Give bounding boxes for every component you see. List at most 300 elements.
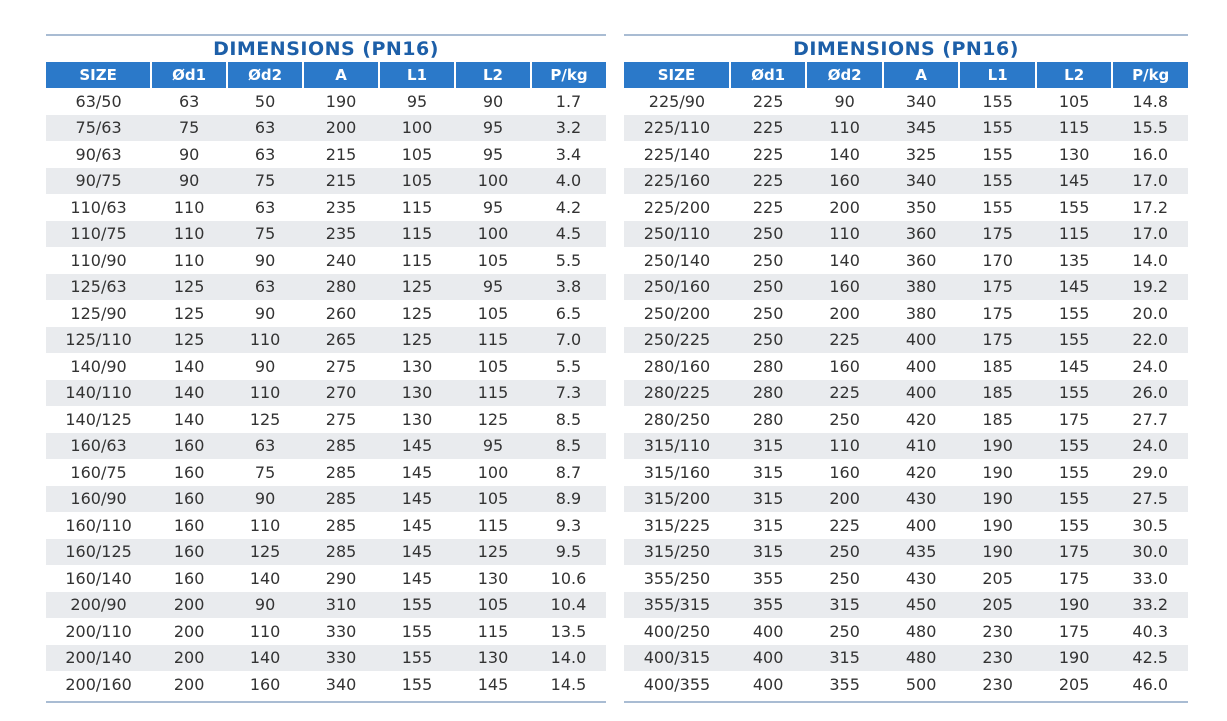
table-row [46,433,606,460]
cell-l2: 100 [455,168,531,195]
cell-od2: 125 [249,409,281,429]
header-a: A [883,62,960,88]
cell-a: 285 [303,433,379,460]
cell-size: 200/110 [65,621,132,641]
cell-od2: 250 [806,539,883,566]
cell-pkg: 7.0 [531,327,606,354]
cell-od2: 225 [806,327,883,354]
cell-pkg: 20.0 [1132,303,1169,323]
cell-l2: 105 [477,250,509,270]
cell-od1: 200 [173,621,205,641]
cell-od1: 355 [752,568,784,588]
cell-l1: 145 [379,539,455,566]
cell-l2: 155 [1036,433,1113,460]
header-od1: Ød1 [151,62,227,88]
cell-pkg: 19.2 [1112,274,1188,301]
cell-l2: 125 [455,539,531,566]
header-od2: Ød2 [227,62,303,88]
cell-size: 315/110 [624,433,730,460]
cell-l2: 175 [1058,409,1090,429]
table-row [46,274,606,301]
cell-od1: 160 [151,433,227,460]
cell-l1: 190 [959,539,1036,566]
cell-od1: 160 [151,486,227,513]
cell-size: 160/140 [65,568,132,588]
cell-size: 160/75 [70,462,127,482]
cell-l1: 125 [379,327,455,354]
cell-size: 250/160 [624,274,730,301]
header-od1: Ød1 [730,62,807,88]
table-row [624,194,1188,221]
cell-pkg: 9.3 [555,515,582,535]
cell-od2: 110 [249,515,281,535]
cell-a: 400 [905,356,937,376]
table-row [624,141,1188,168]
cell-size: 315/160 [643,462,711,482]
cell-od2: 110 [806,433,883,460]
cell-pkg: 29.0 [1132,462,1169,482]
table-title: DIMENSIONS (PN16) [46,34,606,62]
cell-pkg: 14.5 [550,674,587,694]
cell-l1: 145 [379,486,455,513]
cell-l2: 190 [1036,592,1113,619]
cell-od2: 250 [829,568,860,588]
cell-size: 315/200 [624,486,730,513]
cell-l2: 155 [1058,303,1090,323]
cell-od1: 250 [752,250,784,270]
cell-a: 360 [883,221,960,248]
cell-size: 355/315 [624,592,730,619]
cell-l1: 155 [982,144,1013,164]
cell-pkg: 15.5 [1112,115,1188,142]
cell-a: 380 [883,274,960,301]
table-row [46,459,606,486]
cell-od2: 200 [806,486,883,513]
cell-pkg: 10.6 [550,568,587,588]
cell-l1: 230 [959,645,1036,672]
table-row [624,459,1188,486]
table-title: DIMENSIONS (PN16) [624,34,1188,62]
cell-od1: 160 [173,515,205,535]
cell-l2: 125 [477,409,509,429]
cell-a: 430 [883,486,960,513]
table-row [624,512,1188,539]
cell-l2: 205 [1058,674,1090,694]
cell-od2: 225 [829,515,860,535]
cell-od1: 63 [178,91,200,111]
cell-od2: 250 [829,409,860,429]
cell-l1: 145 [401,462,433,482]
cell-a: 290 [325,568,357,588]
dimensions-table-left [46,34,606,703]
table-header [624,62,1188,88]
cell-pkg: 27.5 [1112,486,1188,513]
cell-od1: 315 [752,515,784,535]
cell-size: 140/125 [65,409,132,429]
cell-l2: 100 [477,462,509,482]
cell-pkg: 22.0 [1112,327,1188,354]
table-row [46,221,606,248]
cell-a: 430 [905,568,937,588]
cell-a: 235 [325,197,357,217]
cell-pkg: 9.5 [531,539,606,566]
cell-size: 110/90 [70,250,127,270]
cell-a: 270 [303,380,379,407]
cell-l2: 90 [482,91,504,111]
cell-l2: 175 [1036,539,1113,566]
header-l2: L2 [1036,62,1113,88]
table-row [624,406,1188,433]
cell-pkg: 3.2 [531,115,606,142]
cell-pkg: 3.8 [531,274,606,301]
cell-l1: 155 [982,197,1013,217]
cell-od1: 160 [173,568,205,588]
cell-l2: 130 [477,568,509,588]
cell-l1: 115 [401,250,433,270]
cell-a: 265 [303,327,379,354]
cell-l1: 175 [959,274,1036,301]
cell-a: 330 [303,645,379,672]
cell-size: 125/63 [46,274,151,301]
cell-l2: 190 [1036,645,1113,672]
cell-od1: 200 [151,645,227,672]
cell-a: 345 [883,115,960,142]
table-row [46,168,606,195]
cell-l1: 95 [406,91,428,111]
cell-size: 225/140 [643,144,711,164]
cell-od1: 125 [151,274,227,301]
cell-l2: 155 [1058,462,1090,482]
cell-l2: 145 [1036,274,1113,301]
cell-pkg: 8.5 [531,433,606,460]
cell-od2: 355 [829,674,860,694]
cell-a: 360 [905,250,937,270]
cell-pkg: 4.5 [531,221,606,248]
cell-od2: 200 [829,303,860,323]
table-row [624,565,1188,592]
cell-od1: 160 [151,539,227,566]
cell-pkg: 17.2 [1132,197,1169,217]
cell-size: 225/110 [624,115,730,142]
cell-l2: 175 [1058,568,1090,588]
cell-l1: 145 [401,568,433,588]
cell-l1: 105 [401,144,433,164]
dimensions-table [624,62,1188,698]
header-pkg: P/kg [1112,62,1188,88]
cell-pkg: 30.0 [1112,539,1188,566]
header-l1: L1 [379,62,455,88]
table-row [624,300,1188,327]
cell-a: 480 [905,621,937,641]
cell-pkg: 16.0 [1132,144,1169,164]
cell-a: 285 [303,539,379,566]
cell-l1: 230 [982,674,1013,694]
cell-a: 450 [883,592,960,619]
cell-l1: 125 [401,303,433,323]
table-row [624,327,1188,354]
header-size: SIZE [624,62,730,88]
cell-a: 275 [325,356,357,376]
cell-l1: 115 [379,221,455,248]
cell-l1: 205 [982,568,1013,588]
cell-od1: 355 [730,592,807,619]
cell-l2: 95 [455,115,531,142]
table-row [624,88,1188,115]
cell-pkg: 27.7 [1132,409,1169,429]
table-row [46,327,606,354]
cell-od2: 160 [806,168,883,195]
cell-a: 260 [325,303,357,323]
cell-l1: 155 [959,115,1036,142]
header-a: A [303,62,379,88]
cell-od1: 400 [752,621,784,641]
cell-a: 435 [883,539,960,566]
cell-l1: 190 [959,433,1036,460]
cell-a: 285 [325,515,357,535]
cell-od1: 250 [752,303,784,323]
cell-size: 280/250 [643,409,711,429]
cell-od2: 90 [254,356,276,376]
cell-od1: 400 [730,645,807,672]
table-row [46,486,606,513]
cell-od1: 280 [752,409,784,429]
table-body [46,88,606,698]
cell-a: 330 [325,621,357,641]
cell-od1: 225 [730,168,807,195]
cell-od1: 225 [752,91,784,111]
cell-od1: 225 [752,144,784,164]
cell-l2: 105 [1058,91,1090,111]
cell-l1: 100 [379,115,455,142]
cell-pkg: 24.0 [1132,356,1169,376]
cell-l2: 175 [1058,621,1090,641]
cell-od1: 225 [730,115,807,142]
cell-l1: 155 [379,592,455,619]
cell-od2: 63 [227,115,303,142]
cell-l2: 115 [455,380,531,407]
cell-od2: 225 [806,380,883,407]
cell-od2: 110 [249,621,281,641]
cell-size: 400/315 [624,645,730,672]
cell-l2: 155 [1058,197,1090,217]
cell-pkg: 5.5 [555,356,582,376]
header-pkg: P/kg [531,62,606,88]
cell-a: 285 [325,462,357,482]
cell-l1: 155 [379,645,455,672]
cell-od1: 315 [730,433,807,460]
cell-a: 275 [325,409,357,429]
table-row [46,406,606,433]
table-row [46,565,606,592]
header-od2: Ød2 [806,62,883,88]
cell-pkg: 42.5 [1112,645,1188,672]
cell-od1: 200 [173,674,205,694]
cell-od1: 400 [752,674,784,694]
cell-a: 215 [303,168,379,195]
cell-od2: 90 [227,592,303,619]
cell-od2: 160 [249,674,281,694]
table-row [46,592,606,619]
cell-l2: 115 [1036,115,1113,142]
cell-od2: 200 [829,197,860,217]
cell-a: 340 [883,168,960,195]
cell-od2: 90 [227,486,303,513]
cell-od2: 160 [829,462,860,482]
cell-a: 400 [883,380,960,407]
cell-size: 280/160 [643,356,711,376]
cell-size: 140/110 [46,380,151,407]
table-row [624,645,1188,672]
cell-od1: 110 [173,250,205,270]
bottom-rule [46,701,606,703]
table-row [46,88,606,115]
cell-l2: 105 [455,486,531,513]
cell-pkg: 17.0 [1112,221,1188,248]
cell-l1: 130 [379,380,455,407]
cell-a: 400 [905,515,937,535]
cell-l1: 130 [401,409,433,429]
cell-size: 140/90 [70,356,127,376]
cell-size: 63/50 [75,91,122,111]
cell-l2: 105 [455,592,531,619]
table-row [624,115,1188,142]
cell-size: 160/125 [46,539,151,566]
cell-pkg: 24.0 [1112,433,1188,460]
cell-l2: 100 [455,221,531,248]
cell-size: 225/90 [648,91,706,111]
cell-od1: 250 [730,274,807,301]
cell-od2: 75 [254,462,276,482]
cell-od1: 250 [730,327,807,354]
cell-a: 240 [325,250,357,270]
cell-l1: 125 [379,274,455,301]
cell-a: 215 [325,144,357,164]
cell-a: 380 [905,303,937,323]
cell-l1: 190 [959,486,1036,513]
table-row [46,539,606,566]
cell-od2: 75 [227,221,303,248]
dimensions-table [46,62,606,698]
cell-od2: 315 [806,645,883,672]
cell-od1: 315 [730,539,807,566]
table-row [624,486,1188,513]
cell-size: 250/225 [624,327,730,354]
cell-l1: 155 [982,91,1013,111]
cell-a: 280 [303,274,379,301]
cell-od1: 140 [151,380,227,407]
cell-od2: 110 [227,327,303,354]
cell-pkg: 14.0 [1132,250,1169,270]
cell-od2: 63 [227,433,303,460]
cell-od1: 125 [151,327,227,354]
cell-size: 200/90 [46,592,151,619]
cell-od1: 280 [730,380,807,407]
cell-size: 160/110 [65,515,132,535]
cell-l2: 105 [477,303,509,323]
cell-a: 310 [303,592,379,619]
cell-size: 200/140 [46,645,151,672]
cell-l2: 145 [1036,168,1113,195]
cell-size: 90/75 [46,168,151,195]
cell-od2: 315 [806,592,883,619]
table-row [46,380,606,407]
header-l2: L2 [455,62,531,88]
cell-l1: 230 [982,621,1013,641]
cell-a: 410 [883,433,960,460]
cell-l1: 105 [379,168,455,195]
cell-size: 200/160 [65,674,132,694]
cell-l1: 190 [982,462,1013,482]
cell-l1: 175 [982,303,1013,323]
table-row [46,353,606,380]
bottom-rule [624,701,1188,703]
cell-od1: 110 [151,221,227,248]
cell-l1: 155 [401,674,433,694]
cell-size: 160/90 [46,486,151,513]
cell-size: 160/63 [46,433,151,460]
cell-l1: 145 [379,433,455,460]
cell-l1: 175 [959,327,1036,354]
cell-l2: 105 [477,356,509,376]
table-header [46,62,606,88]
table-row [624,539,1188,566]
cell-od2: 50 [254,91,276,111]
cell-pkg: 26.0 [1112,380,1188,407]
table-row [624,433,1188,460]
cell-l1: 185 [982,409,1013,429]
cell-a: 325 [905,144,937,164]
cell-size: 400/355 [643,674,711,694]
cell-od2: 250 [829,621,860,641]
cell-pkg: 4.0 [531,168,606,195]
cell-size: 315/225 [643,515,711,535]
table-row [46,300,606,327]
cell-a: 235 [303,221,379,248]
cell-l2: 95 [455,274,531,301]
cell-l1: 175 [959,221,1036,248]
cell-l1: 185 [959,380,1036,407]
cell-od2: 160 [806,274,883,301]
table-row [46,194,606,221]
cell-a: 200 [303,115,379,142]
table-row [624,247,1188,274]
cell-a: 350 [905,197,937,217]
cell-size: 250/140 [643,250,711,270]
cell-od2: 160 [829,356,860,376]
cell-l2: 130 [455,645,531,672]
table-row [46,512,606,539]
cell-pkg: 8.9 [531,486,606,513]
cell-l1: 190 [982,515,1013,535]
table-row [46,618,606,645]
header-row [624,62,1188,88]
cell-a: 420 [905,462,937,482]
cell-l2: 95 [482,144,504,164]
cell-od2: 110 [806,115,883,142]
cell-od2: 125 [227,539,303,566]
table-row [624,353,1188,380]
cell-pkg: 1.7 [555,91,582,111]
cell-pkg: 6.5 [555,303,582,323]
cell-a: 420 [905,409,937,429]
cell-od1: 200 [151,592,227,619]
cell-size: 110/75 [46,221,151,248]
cell-size: 125/90 [70,303,127,323]
cell-pkg: 4.2 [555,197,582,217]
cell-size: 110/63 [70,197,127,217]
table-row [624,671,1188,698]
table-row [46,247,606,274]
